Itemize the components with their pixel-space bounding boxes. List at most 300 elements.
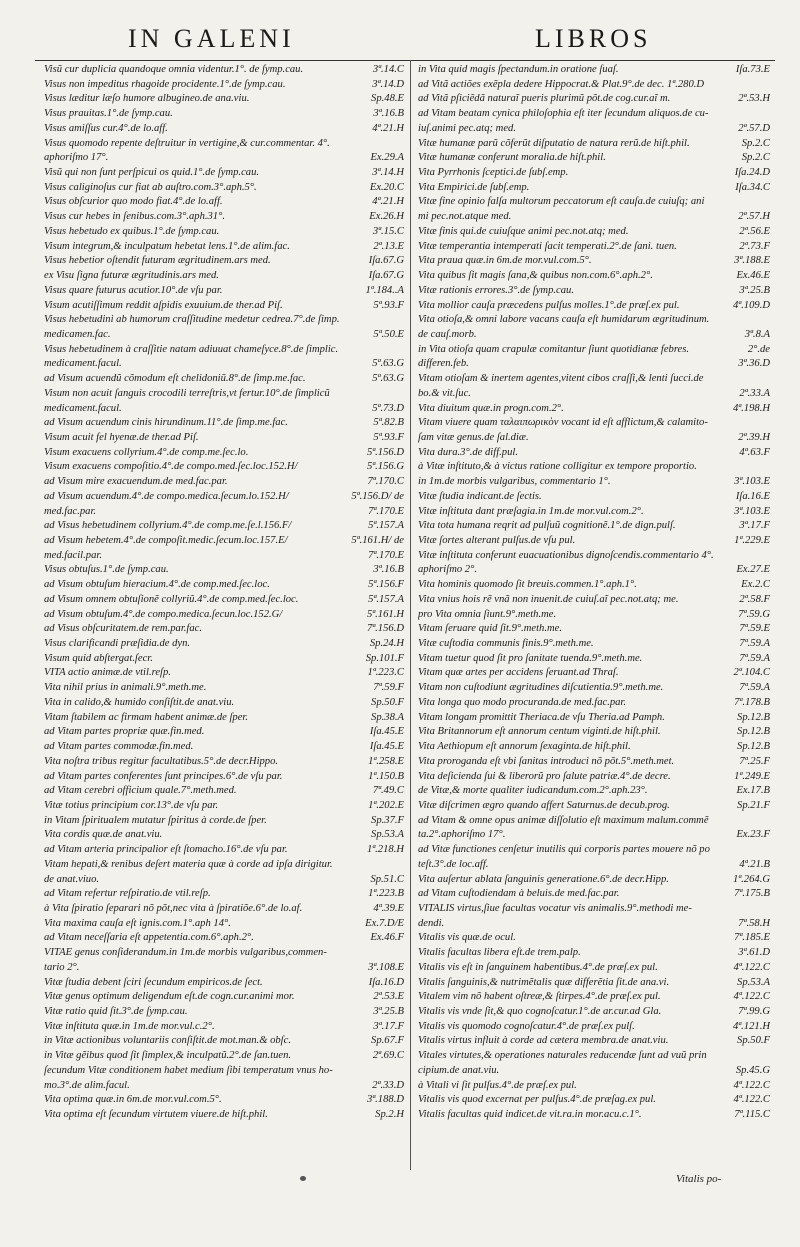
index-entry: [44, 858, 404, 873]
entry-reference: 2ª.53.E: [373, 991, 404, 1003]
entry-reference: 3ª.8.A: [744, 328, 770, 340]
index-entry: [418, 652, 770, 667]
entry-reference: 2ª.53.H: [738, 93, 770, 105]
entry-reference: 4ª.21.B: [739, 858, 770, 870]
entry-text: Visus hebetudinem à craſſitie natam adiuuat chameſyce.8°.de ſimplic.: [44, 343, 339, 355]
entry-reference: Sp.53.A: [737, 976, 770, 988]
entry-reference: Sp.37.F: [371, 814, 404, 826]
entry-reference: 7ª.115.C: [734, 1109, 770, 1121]
entry-reference: 3ª.17.F: [373, 1020, 404, 1032]
entry-text: ad Visum obtuſum hieracium.4°.de comp.med.ſec.loc.: [44, 579, 270, 591]
entry-reference: 4ª.21.H: [372, 196, 404, 208]
index-entry: [44, 446, 404, 461]
entry-reference: 1ª.184..A: [365, 284, 404, 296]
index-entry: [418, 622, 770, 637]
entry-reference: [401, 137, 404, 152]
entry-text: in Vita quid magis ſpectandum.in oratione ſuaſ.: [418, 64, 619, 75]
index-entry: [418, 460, 770, 475]
index-entry: [418, 210, 770, 225]
index-entry: [418, 696, 770, 711]
index-entry: [418, 828, 770, 843]
index-entry: [418, 976, 770, 991]
entry-text: iuſ.animi pec.atq; med.: [418, 122, 516, 134]
entry-text: Visum quid abſtergat.ſecr.: [44, 652, 153, 664]
index-entry: [418, 858, 770, 873]
entry-reference: [401, 387, 404, 402]
entry-reference: 3ª.14.H: [372, 167, 404, 179]
index-entry: [418, 122, 770, 137]
entry-reference: 1ª.258.E: [368, 755, 404, 767]
entry-reference: Sp.2.C: [741, 137, 770, 149]
entry-reference: 2ª.33.A: [739, 387, 770, 399]
index-entry: [418, 681, 770, 696]
entry-text: à Vitali vi ſit pulſus.4°.de præſ.ex pul.: [418, 1079, 577, 1091]
right-column: [418, 63, 770, 1123]
entry-text: ad Vitæ functiones cenſetur inutilis qui corporis partes mouere nõ po: [418, 844, 710, 856]
entry-text: medicament.facul.: [44, 358, 122, 370]
index-entry: [418, 402, 770, 417]
entry-reference: 7ª.99.G: [738, 1006, 770, 1017]
entry-reference: 3ª.61.D: [738, 947, 770, 959]
entry-reference: 1ª.264.G: [732, 873, 770, 885]
entry-reference: [767, 549, 770, 564]
entry-text: Vitalis virtus influit à corde ad cætera membra.de anat.viu.: [418, 1035, 669, 1047]
entry-text: medicamen.fac.: [44, 328, 111, 340]
entry-reference: Iſa.67.G: [368, 255, 404, 267]
entry-text: Visus hebetudini ab humorum craſſitudine medetur cedrea.7°.de ſimp.: [44, 314, 340, 326]
index-entry: [44, 755, 404, 770]
index-entry: [44, 460, 404, 475]
entry-text: ad Vitam neceſſaria eſt appetentia.com.6°.aph.2°.: [44, 932, 254, 944]
index-entry: [418, 563, 770, 578]
entry-text: Visus non impeditus rhagoide procidente.1°.de ſymp.cau.: [44, 78, 286, 90]
entry-reference: 5ª.156.D: [366, 446, 404, 458]
entry-text: Vitam non cuſtodiunt ægritudines diſcutientia.9°.meth.me.: [418, 682, 664, 694]
entry-text: ad Vitã actiões exẽpla dedere Hippocrat.& Plat.9°.de dec. 1ª.280.D: [418, 78, 705, 90]
entry-reference: 3ª.14.D: [372, 78, 404, 90]
entry-reference: Sp.12.B: [737, 741, 770, 753]
entry-reference: [767, 107, 770, 122]
entry-text: ad Vitam partes commodæ.fin.med.: [44, 741, 194, 753]
entry-reference: Sp.2.C: [741, 152, 770, 164]
index-entry: [44, 181, 404, 196]
index-entry: [44, 107, 404, 122]
entry-text: Vita Pyrrhonis ſceptici.de ſubſ.emp.: [418, 167, 569, 179]
index-entry: [44, 784, 404, 799]
entry-text: Vitæ rationis errores.3°.de ſymp.cau.: [418, 284, 574, 296]
entry-reference: 2°.de: [747, 343, 770, 355]
entry-reference: Sp.12.B: [737, 726, 770, 738]
entry-reference: 1ª.150.B: [368, 770, 404, 782]
entry-text: ad Vitam beatam cynica philoſophia eſt iter ſecundum aliquos.de cu-: [418, 108, 709, 120]
entry-text: Visus quare futurus acutior.10°.de vſu par.: [44, 284, 223, 296]
index-entry: [418, 549, 770, 564]
index-entry: [44, 490, 404, 505]
entry-text: Vita Empirici.de ſubſ.emp.: [418, 181, 530, 193]
entry-reference: 7ª.58.H: [738, 917, 770, 929]
header-rule: [35, 60, 775, 61]
index-entry: [44, 269, 404, 284]
index-entry: [44, 1079, 404, 1094]
index-entry: [44, 254, 404, 269]
entry-reference: Sp.2.H: [375, 1109, 404, 1121]
index-entry: [418, 843, 770, 858]
entry-text: ſecundum Vitæ conditionem habet medium ſibi temperatum vnus ho-: [44, 1064, 333, 1076]
entry-text: Visum exacuens collyrium.4°.de comp.me.ſec.lo.: [44, 446, 249, 458]
entry-reference: 7ª.170.C: [367, 476, 404, 488]
index-entry: [44, 917, 404, 932]
entry-reference: 7ª.59.G: [738, 608, 770, 620]
index-entry: [44, 475, 404, 490]
index-entry: [418, 519, 770, 534]
entry-text: Vita dura.3°.de diff.pul.: [418, 446, 518, 458]
index-entry: [418, 328, 770, 343]
entry-text: Vitalis vis eſt in ſanguinem habentibus.4°.de præſ.ex pul.: [418, 961, 658, 973]
index-entry: [44, 843, 404, 858]
entry-reference: [401, 313, 404, 328]
entry-reference: 1ª.223.B: [368, 888, 404, 900]
entry-reference: 2ª.39.H: [738, 431, 770, 443]
index-entry: [418, 313, 770, 328]
index-entry: [44, 63, 404, 78]
entry-text: medicament.facul.: [44, 402, 122, 414]
index-entry: [44, 946, 404, 961]
entry-reference: 5ª.63.G: [372, 358, 404, 370]
index-entry: [418, 608, 770, 623]
entry-reference: 3ª.16.B: [373, 108, 404, 120]
entry-text: Vitam hepati,& renibus deſert materia quæ à corde ad ipſa dirigitur.: [44, 858, 333, 870]
entry-text: Vitæ inſtituta quæ.in 1m.de mor.vul.c.2°.: [44, 1020, 215, 1032]
entry-text: Visum acuit fel hyenæ.de ther.ad Piſ.: [44, 431, 199, 443]
entry-text: ad Vitam partes propriæ quæ.fin.med.: [44, 726, 205, 738]
index-entry: [418, 755, 770, 770]
index-entry: [44, 299, 404, 314]
entry-reference: Ex.17.B: [736, 785, 770, 797]
index-entry: [44, 195, 404, 210]
entry-text: Visus caliginoſus cur fiat ab auſtro.com.3°.aph.5°.: [44, 181, 257, 193]
entry-reference: 7ª.178.B: [734, 696, 770, 708]
entry-reference: [767, 1049, 770, 1064]
entry-reference: 4ª.122.C: [733, 961, 770, 973]
index-entry: [44, 313, 404, 328]
entry-text: Vitæ ſtudia indicant.de ſectis.: [418, 490, 542, 502]
entry-text: Visũ cur duplicia quandoque omnia videntur.1°. de ſymp.cau.: [44, 64, 304, 75]
index-entry: [44, 225, 404, 240]
index-entry: [418, 387, 770, 402]
entry-text: Vita maxima cauſa eſt ignis.com.1°.aph 14°.: [44, 917, 231, 929]
entry-text: ad Visum acuendum cinis hirundinum.11°.de ſimp.me.fac.: [44, 417, 288, 429]
entry-text: Vita hominis quomodo ſit breuis.commen.1°.aph.1°.: [418, 579, 637, 591]
entry-reference: 2ª.73.F: [739, 240, 770, 252]
entry-text: Visus clarificandi præſidia.de dyn.: [44, 638, 191, 650]
entry-reference: 7ª.59.F: [373, 682, 404, 694]
column-divider: [410, 60, 411, 1170]
index-entry: [44, 372, 404, 387]
entry-text: aphoriſmo 17°.: [44, 152, 109, 164]
entry-text: Vitæ finis qui.de cuiuſque animi pec.not.atq; med.: [418, 225, 629, 237]
entry-text: Visus amiſſus cur.4°.de lo.aff.: [44, 122, 168, 134]
index-entry: [44, 151, 404, 166]
index-entry: [418, 166, 770, 181]
entry-text: ad Visum omnem obtuſionẽ collyriũ.4°.de comp.med.ſec.loc.: [44, 593, 299, 605]
entry-text: pro Vita omnia ſiunt.9°.meth.me.: [418, 608, 557, 620]
entry-reference: 2ª.57.D: [738, 122, 770, 134]
index-entry: [44, 622, 404, 637]
entry-text: de anat.viuo.: [44, 873, 100, 885]
entry-reference: 5ª.156.D/ de: [351, 490, 404, 502]
index-entry: [418, 799, 770, 814]
index-entry: [418, 475, 770, 490]
index-entry: [418, 490, 770, 505]
index-entry: [418, 269, 770, 284]
entry-reference: 5ª.157.A: [368, 520, 404, 532]
entry-reference: 1ª.229.E: [734, 535, 770, 546]
entry-reference: 3ª.25.B: [373, 1006, 404, 1017]
entry-text: Vita Aethiopum eſt annorum ſexaginta.de hiſt.phil.: [418, 741, 631, 753]
entry-reference: 5ª.161.H/ de: [351, 535, 404, 546]
entry-reference: [767, 843, 770, 858]
entry-reference: Iſa.16.E: [735, 490, 770, 502]
entry-text: Vita Britannorum eſt annorum centum viginti.de hiſt.phil.: [418, 726, 661, 738]
entry-text: Vita cordis quæ.de anat.viu.: [44, 829, 163, 841]
entry-reference: Ex.26.H: [369, 211, 404, 223]
index-entry: [418, 1079, 770, 1094]
entry-text: Vitam otioſam & inertem agentes,vitent cibos craſſi,& lenti ſucci.de: [418, 373, 704, 385]
entry-reference: [767, 902, 770, 917]
index-entry: [44, 534, 404, 549]
index-entry: [418, 1064, 770, 1079]
index-entry: [44, 357, 404, 372]
entry-reference: Iſa.45.E: [369, 726, 404, 738]
entry-reference: 5ª.93.F: [373, 431, 404, 443]
entry-reference: 3ª.188.D: [366, 1094, 404, 1106]
index-entry: [418, 195, 770, 210]
entry-text: Vitalis vis quomodo cognoſcatur.4°.de præſ.ex pulſ.: [418, 1020, 635, 1032]
entry-reference: Sp.101.F: [365, 652, 404, 664]
index-entry: [44, 431, 404, 446]
entry-text: Vita optima eſt ſecundum virtutem viuere.de hiſt.phil.: [44, 1109, 268, 1121]
entry-text: cipium.de anat.viu.: [418, 1064, 500, 1076]
entry-reference: 3ª.14.C: [372, 64, 404, 75]
entry-reference: 7ª.59.A: [739, 638, 770, 650]
entry-reference: 4ª.198.H: [732, 402, 770, 414]
entry-text: teſt.3°.de loc.aff.: [418, 858, 489, 870]
entry-text: Vita optima quæ.in 6m.de mor.vul.com.5°.: [44, 1094, 222, 1106]
index-entry: [44, 519, 404, 534]
index-entry: [44, 1020, 404, 1035]
entry-text: Visus hebetudo ex quibus.1°.de ſymp.cau.: [44, 225, 220, 237]
entry-reference: 3ª.103.E: [734, 476, 770, 488]
entry-text: bo.& vit.ſuc.: [418, 387, 471, 399]
entry-text: dendi.: [418, 917, 445, 929]
entry-text: Visum non acuit ſanguis crocodili terreſtris,vt fertur.10°.de ſimplicũ: [44, 387, 330, 399]
entry-reference: Sp.67.F: [371, 1035, 404, 1047]
entry-text: ad Vitam partes conferentes ſunt principes.6°.de vſu par.: [44, 770, 283, 782]
entry-text: Visus læditur læſo humore albugineo.de ana.viu.: [44, 93, 250, 105]
entry-text: Vitalis facultas libera eſt.de trem.palp.: [418, 947, 581, 959]
index-entry: [44, 887, 404, 902]
entry-reference: 4ª.63.F: [739, 446, 770, 458]
index-entry: [418, 505, 770, 520]
index-entry: [418, 990, 770, 1005]
entry-reference: 5ª.63.G: [372, 373, 404, 385]
entry-text: Vitalis vis vnde ſit,& quo cognoſcatur.1°.de ar.cur.ad Gla.: [418, 1006, 662, 1017]
entry-text: Vitæ ſortes alterant pulſus.de vſu pul.: [418, 535, 576, 546]
entry-reference: 7ª.59.A: [739, 652, 770, 664]
entry-reference: [401, 1064, 404, 1079]
entry-reference: Ex.7.D/E: [365, 917, 404, 929]
index-entry: [418, 372, 770, 387]
entry-reference: 4ª.122.C: [733, 1094, 770, 1106]
index-entry: [418, 534, 770, 549]
entry-text: Vita auſertur ablata ſanguinis generatione.6°.de decr.Hipp.: [418, 873, 669, 885]
index-entry: [418, 63, 770, 78]
entry-text: ad Visum acuendũ cõmodum eſt chelidoniũ.8°.de ſimp.me.fac.: [44, 373, 306, 385]
index-entry: [418, 784, 770, 799]
index-entry: [418, 1005, 770, 1020]
index-entry: [44, 284, 404, 299]
entry-reference: Iſa.45.E: [369, 741, 404, 753]
entry-text: Vita longa quo modo procuranda.de med.fac.par.: [418, 696, 627, 708]
entry-reference: 7ª.59.E: [739, 623, 770, 635]
entry-text: ad Visum hebetem.4°.de compoſit.medic.ſecum.loc.157.E/: [44, 535, 288, 546]
index-entry: [418, 137, 770, 152]
index-entry: [418, 578, 770, 593]
entry-text: Vitalis vis quod excernat per pulſus.4°.de præſag.ex pul.: [418, 1094, 656, 1106]
entry-reference: Sp.21.F: [737, 799, 770, 811]
entry-text: ad Visum mire exacuendum.de med.fac.par.: [44, 476, 228, 488]
index-entry: [418, 225, 770, 240]
index-entry: [418, 887, 770, 902]
entry-text: Vitæ temperantia intemperati ſacit temperati.2°.de ſani. tuen.: [418, 240, 677, 252]
entry-text: Vita vnius hois rẽ vnã non inuenit.de cuiuſ.aĩ pec.not.atq; me.: [418, 593, 679, 605]
entry-text: Vitæ inſtituta conferunt euacuationibus dignoſcendis.commentario 4°.: [418, 549, 714, 561]
entry-reference: 4ª.121.H: [732, 1020, 770, 1032]
index-entry: [44, 696, 404, 711]
index-entry: [44, 637, 404, 652]
index-entry: [418, 92, 770, 107]
index-entry: [44, 137, 404, 152]
index-entry: [44, 92, 404, 107]
entry-text: VITALIS virtus,ſiue facultas vocatur vis animalis.9°.methodi me-: [418, 902, 692, 914]
entry-text: med.fac.par.: [44, 505, 97, 517]
entry-text: ad Vitã pſiciẽdã naturaĩ pueris plurimũ põt.de cog.cur.aĩ m.: [418, 93, 671, 105]
entry-reference: 2ª.69.C: [372, 1050, 404, 1062]
entry-reference: 2ª.57.H: [738, 211, 770, 223]
index-entry: [418, 725, 770, 740]
entry-reference: Ex.46.E: [736, 270, 770, 282]
entry-reference: Ex.20.C: [369, 181, 404, 193]
entry-text: Visus obtuſus.1°.de ſymp.cau.: [44, 564, 169, 576]
index-entry: [44, 666, 404, 681]
entry-text: Vitalis facultas quid indicet.de vit.ra.in mor.acu.c.1°.: [418, 1109, 642, 1121]
entry-reference: Ex.2.C: [741, 579, 770, 591]
entry-text: in 1m.de morbis vulgaribus, commentario 1°.: [418, 476, 611, 488]
entry-reference: 3ª.17.F: [739, 520, 770, 532]
entry-reference: 7ª.170.E: [368, 549, 404, 561]
entry-text: tario 2°.: [44, 961, 80, 973]
entry-text: ad Vitam cerebri officium quale.7°.meth.med.: [44, 785, 237, 797]
index-entry: [44, 814, 404, 829]
entry-text: Vitalem vim nõ habent oſtreæ,& ſtirpes.4°.de præſ.ex pul.: [418, 991, 661, 1003]
index-entry: [44, 740, 404, 755]
entry-reference: 1ª.223.C: [367, 667, 404, 679]
entry-text: Vitæ ratio quid ſit.3°.de ſymp.cau.: [44, 1006, 188, 1017]
index-entry: [418, 1093, 770, 1108]
entry-reference: 3ª.188.E: [734, 255, 770, 267]
entry-text: à Vitæ inſtituto,& à victus ratione colligitur ex tempore proportio.: [418, 461, 697, 473]
entry-text: Vitæ fine opinio falſa multorum peccatorum eſt cauſa.de cuiuſq; ani: [418, 196, 705, 208]
entry-reference: [767, 78, 770, 93]
entry-text: Vitæ inſtituta dant præſagia.in 1m.de mor.vul.com.2°.: [418, 505, 644, 517]
entry-text: Vitalis ſanguinis,& nutrimẽtalis quæ differẽtia ſit.de ana.vi.: [418, 976, 670, 988]
entry-reference: [767, 460, 770, 475]
entry-text: Visus prauitas.1°.de ſymp.cau.: [44, 108, 173, 120]
entry-reference: 5ª.156.F: [368, 579, 404, 591]
entry-reference: Sp.50.F: [737, 1035, 770, 1047]
entry-reference: [767, 814, 770, 829]
entry-reference: Iſa.34.C: [735, 181, 770, 193]
entry-text: ta.2°.aphoriſmo 17°.: [418, 829, 506, 841]
entry-text: VITAE genus conſiderandum.in 1m.de morbis vulgaribus,commen-: [44, 947, 327, 959]
entry-text: Vitæ totius principium cor.13°.de vſu par.: [44, 799, 219, 811]
entry-reference: 7ª.185.E: [734, 932, 770, 944]
entry-reference: [767, 372, 770, 387]
entry-reference: 3ª.16.B: [373, 564, 404, 576]
entry-text: in Vita otioſa quam crapulæ comitantur ſiunt quotidianæ febres.: [418, 343, 690, 355]
entry-reference: 5ª.156.G: [366, 461, 404, 473]
index-entry: [418, 946, 770, 961]
left-column: [44, 63, 404, 1123]
entry-reference: Iſa.16.D: [368, 976, 404, 988]
index-entry: [418, 770, 770, 785]
entry-reference: [767, 313, 770, 328]
index-entry: [44, 828, 404, 843]
index-entry: [418, 1020, 770, 1035]
index-entry: [44, 1064, 404, 1079]
entry-reference: 2ª.104.C: [733, 667, 770, 679]
entry-reference: Sp.45.G: [735, 1064, 770, 1076]
entry-text: ſam vitæ genus.de ſal.diæ.: [418, 431, 529, 443]
entry-reference: 3ª.108.E: [368, 961, 404, 973]
entry-reference: [401, 858, 404, 873]
entry-reference: Ex.23.F: [736, 829, 770, 841]
entry-text: mo.3°.de alim.facul.: [44, 1079, 130, 1091]
entry-reference: [401, 946, 404, 961]
index-entry: [44, 652, 404, 667]
entry-text: Vitam ſeruare quid ſit.9°.meth.me.: [418, 623, 562, 635]
index-entry: [44, 873, 404, 888]
index-entry: [418, 873, 770, 888]
index-entry: [418, 357, 770, 372]
entry-text: ad Visum obtuſum.4°.de compo.medica.ſecun.loc.152.G/: [44, 608, 283, 620]
entry-text: Vitam longam promittit Theriaca.de vſu Theria.ad Pamph.: [418, 711, 665, 723]
index-entry: [44, 711, 404, 726]
entry-reference: Sp.38.A: [371, 711, 404, 723]
entry-reference: Ex.27.E: [736, 564, 770, 576]
entry-text: ad Visum acuendum.4°.de compo.medica.ſecum.lo.152.H/: [44, 490, 289, 502]
index-entry: [418, 416, 770, 431]
index-entry: [418, 1034, 770, 1049]
index-entry: [44, 387, 404, 402]
index-entry: [44, 1034, 404, 1049]
index-entry: [44, 549, 404, 564]
catchword: Vitalis po-: [676, 1173, 722, 1185]
index-entry: [418, 299, 770, 314]
entry-reference: Ex.29.A: [370, 152, 404, 164]
index-entry: [418, 151, 770, 166]
entry-text: differen.feb.: [418, 358, 469, 370]
